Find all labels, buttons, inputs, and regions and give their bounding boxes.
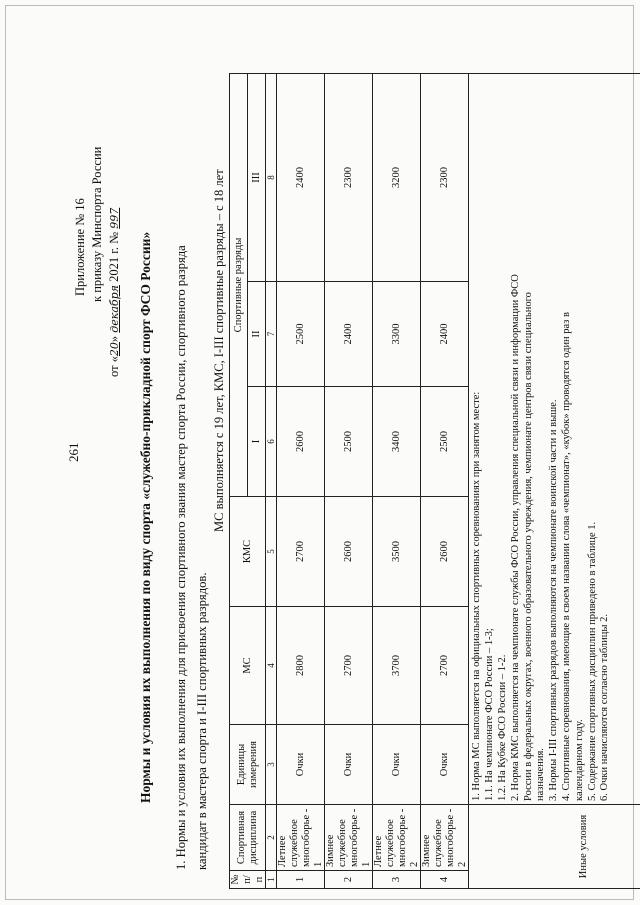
row-units: Очки xyxy=(373,725,421,805)
row-ms: 2700 xyxy=(325,607,373,725)
row-num: 2 xyxy=(325,871,373,889)
row-kms: 2700 xyxy=(277,497,325,607)
index-row xyxy=(266,73,277,888)
conditions-row xyxy=(469,73,640,888)
table-row xyxy=(421,73,469,888)
row-r3: 2400 xyxy=(277,73,325,281)
condition-line: календарном году. xyxy=(573,719,585,801)
row-discipline: Зимнее служебное многоборье - 1 xyxy=(325,805,373,871)
row-ms: 3700 xyxy=(373,607,421,725)
row-kms: 2600 xyxy=(325,497,373,607)
document-title: Нормы и условия их выполнения по виду спорта «служебно-прикладной спорт ФСО России» xyxy=(138,231,153,803)
condition-line: назначения. xyxy=(535,748,547,801)
row-num: 3 xyxy=(373,871,421,889)
row-kms: 2600 xyxy=(421,497,469,607)
index-cell: 6 xyxy=(266,387,277,497)
header-units: Единицы измерения xyxy=(230,725,266,805)
row-units: Очки xyxy=(325,725,373,805)
row-r2: 2500 xyxy=(277,282,325,387)
row-r3: 2300 xyxy=(421,73,469,281)
table-row xyxy=(277,73,325,888)
header-ranks: Спортивные разряды xyxy=(230,73,248,496)
norms-table xyxy=(229,73,640,889)
condition-line: 2. Норма КМС выполняется на чемпионате службы ФСО России, управления специальной связи и информации ФСО xyxy=(509,274,521,801)
condition-line: 1.2. На Кубке ФСО России – 1-2. xyxy=(496,654,508,801)
header-ms: МС xyxy=(230,607,266,725)
index-cell: 5 xyxy=(266,497,277,607)
index-cell: 2 xyxy=(266,805,277,871)
row-units: Очки xyxy=(277,725,325,805)
condition-line: 5. Содержание спортивных дисциплин приведено в таблице 1. xyxy=(586,521,598,801)
condition-line: России в федеральных округах, военного образовательного учреждения, чемпионате центров связи специального xyxy=(522,292,534,801)
row-kms: 3500 xyxy=(373,497,421,607)
condition-line: 4. Спортивные соревнования, имеющие в своем названии слова «чемпионат», «кубок» проводятся один раз в xyxy=(560,312,572,801)
row-units: Очки xyxy=(421,725,469,805)
norms-table-wrap xyxy=(229,74,640,889)
header-rank-1: I xyxy=(248,387,266,497)
header-rank-2: II xyxy=(248,282,266,387)
appendix-line3 xyxy=(108,208,121,377)
row-ms: 2800 xyxy=(277,607,325,725)
condition-line: 1. Норма МС выполняется на официальных спортивных соревнованиях при занятом месте: xyxy=(471,391,483,801)
condition-line: 1.1. На чемпионате ФСО России – 1-3; xyxy=(484,628,496,801)
index-cell: 3 xyxy=(266,725,277,805)
row-discipline: Летнее служебное многоборье - 2 xyxy=(373,805,421,871)
other-conditions-text xyxy=(469,73,640,804)
table-row xyxy=(325,73,373,888)
index-cell: 7 xyxy=(266,282,277,387)
condition-line: 3. Нормы I-III спортивных разрядов выполняются на чемпионате воинской части и выше. xyxy=(548,399,560,801)
row-r2: 2400 xyxy=(325,282,373,387)
appendix-line1: Приложение № 16 xyxy=(73,198,87,296)
index-cell: 1 xyxy=(266,871,277,889)
row-r1: 2500 xyxy=(421,387,469,497)
age-note: МС выполняется с 19 лет, КМС, I-III спортивные разряды – с 18 лет xyxy=(212,169,226,532)
index-cell: 4 xyxy=(266,607,277,725)
header-kms: КМС xyxy=(230,497,266,607)
row-discipline: Летнее служебное многоборье - 1 xyxy=(277,805,325,871)
header-discipline: Спортивная дисциплина xyxy=(230,805,266,871)
table-row xyxy=(373,73,421,888)
header-num: № п/п xyxy=(230,871,266,889)
row-r3: 3200 xyxy=(373,73,421,281)
appendix-line2: к приказу Минспорта России xyxy=(90,146,104,302)
row-r1: 2500 xyxy=(325,387,373,497)
row-num: 4 xyxy=(421,871,469,889)
appendix-day: 20 xyxy=(108,342,121,357)
row-r3: 2300 xyxy=(325,73,373,281)
appendix-year: 2021 г. № xyxy=(107,231,121,282)
intro-line1: 1. Нормы и условия их выполнения для присвоения спортивного звания мастер спорта России, спортивного разряда xyxy=(174,245,188,870)
page-number: 261 xyxy=(66,442,81,462)
row-discipline: Зимнее служебное многоборье - 2 xyxy=(421,805,469,871)
condition-line: 6. Очки начисляются согласно таблицы 2. xyxy=(599,614,611,801)
row-ms: 2700 xyxy=(421,607,469,725)
appendix-month: декабря xyxy=(108,285,121,333)
row-r2: 2400 xyxy=(421,282,469,387)
appendix-number: 997 xyxy=(108,207,121,229)
row-r2: 3300 xyxy=(373,282,421,387)
other-conditions-label: Иные условия xyxy=(469,805,640,889)
row-r1: 3400 xyxy=(373,387,421,497)
intro-line2: кандидат в мастера спорта и I-III спортивных разрядов. xyxy=(195,572,209,870)
row-num: 1 xyxy=(277,871,325,889)
appendix-date-mid: » xyxy=(107,335,121,343)
index-cell: 8 xyxy=(266,73,277,281)
header-rank-3: III xyxy=(248,73,266,281)
appendix-date-prefix: от « xyxy=(107,356,121,377)
row-r1: 2600 xyxy=(277,387,325,497)
